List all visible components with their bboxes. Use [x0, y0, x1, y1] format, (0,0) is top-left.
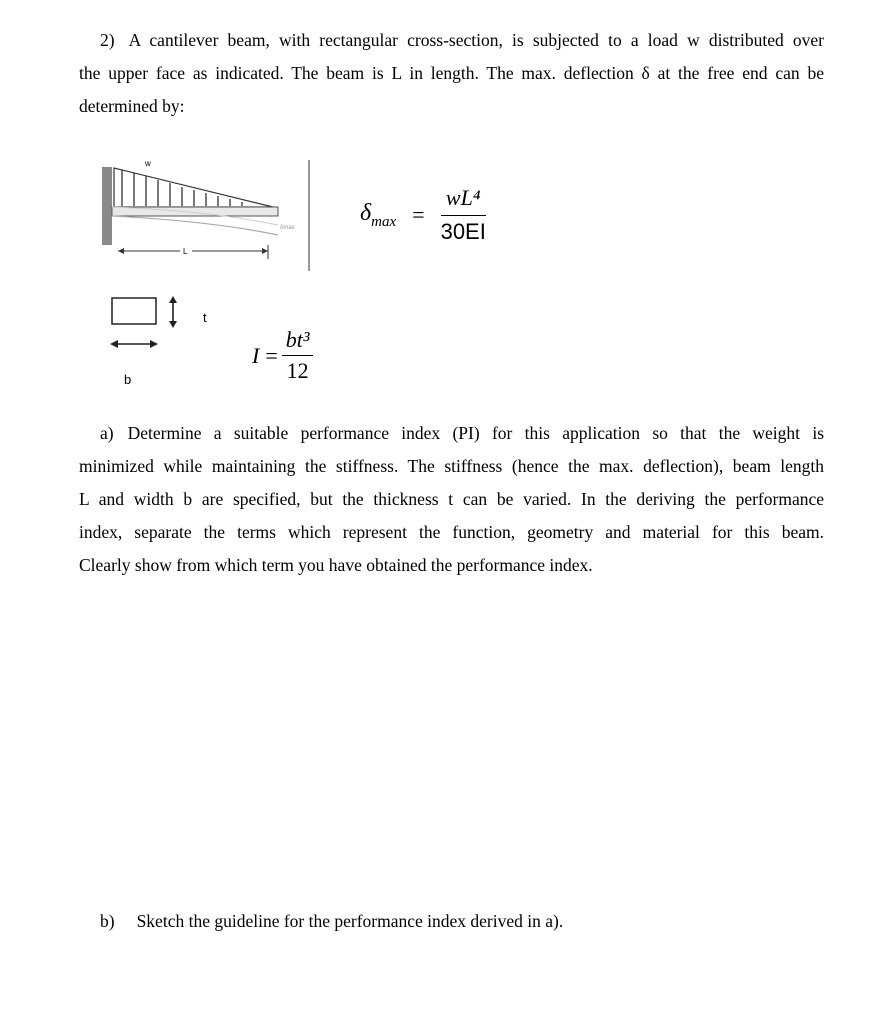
wall-support	[102, 167, 112, 245]
intro-line-1	[79, 24, 824, 57]
width-label: b	[124, 372, 132, 387]
deflection-label: δmax	[280, 225, 295, 231]
part-a-line-4: index, separate the terms which represent the function, geometry and material for this beam.	[79, 522, 824, 542]
intro-text-1: A cantilever beam, with rectangular cross-section, is subjected to a load w distributed over	[128, 30, 824, 50]
part-a-line-1	[79, 417, 824, 450]
cantilever-beam-figure	[100, 155, 330, 277]
deflection-numerator: wL⁴	[445, 184, 481, 210]
part-a-line-5: Clearly show from which term you have obtained the performance index.	[79, 555, 593, 575]
beam-diagram	[100, 155, 330, 277]
deflection-denominator: 30EI	[440, 219, 486, 245]
question-number: 2)	[100, 30, 115, 50]
cross-section-figure	[100, 290, 230, 390]
deflected-shape	[112, 216, 278, 235]
part-b	[100, 911, 563, 932]
part-b-label: b)	[100, 911, 115, 931]
part-a	[79, 417, 824, 582]
part-a-line-3: L and width b are specified, but the thickness t can be varied. In the deriving the performance	[79, 489, 824, 509]
inertia-equation	[252, 318, 313, 393]
load-label: w	[145, 159, 151, 168]
equals-sign: =	[412, 202, 425, 227]
inertia-numerator: bt³	[285, 326, 310, 352]
part-a-label: a)	[100, 423, 114, 443]
rectangular-section	[112, 298, 156, 324]
deflection-symbol: $\delta_{max}$	[360, 199, 397, 230]
load-arrows	[122, 170, 242, 206]
inertia-symbol: I	[252, 342, 260, 368]
part-a-line-2: minimized while maintaining the stiffness. The stiffness (hence the max. deflection), beam length	[79, 456, 824, 476]
intro-line-3: determined by:	[79, 96, 185, 116]
part-a-text-1: Determine a suitable performance index (PI) for this application so that the weight is	[127, 423, 824, 443]
length-label: L	[183, 247, 188, 256]
equals-sign: =	[265, 342, 278, 368]
inertia-denominator: 12	[286, 358, 309, 384]
deflection-fraction	[441, 185, 486, 246]
intro-line-2: the upper face as indicated. The beam is L in length. The max. deflection δ at the free end can be	[79, 63, 824, 83]
part-b-text: Sketch the guideline for the performance index derived in a).	[136, 911, 564, 931]
deflection-equation	[360, 175, 486, 255]
inertia-fraction	[282, 327, 314, 385]
thickness-label: t	[203, 310, 207, 325]
cross-section-diagram	[100, 290, 230, 390]
question-intro	[79, 24, 824, 123]
